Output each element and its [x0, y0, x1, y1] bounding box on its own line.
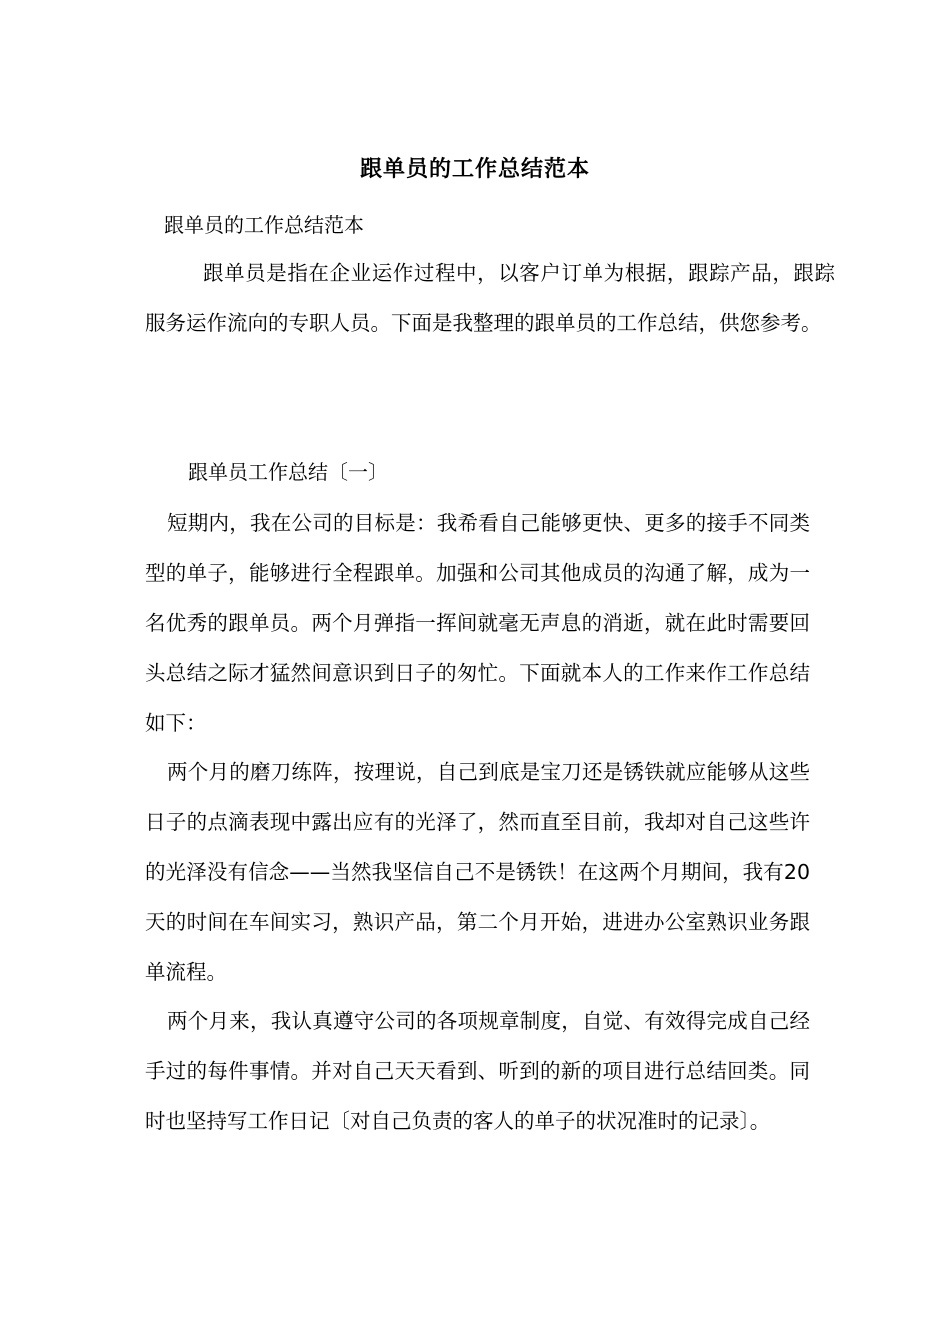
document-title: 跟单员的工作总结范本	[359, 157, 590, 182]
intro-paragraph: 跟单员是指在企业运作过程中，以客户订单为根据，跟踪产品，跟踪服务运作流向的专职人员。下面是我整理的跟单员的工作总结，供您参考。	[145, 261, 835, 335]
body-paragraph-1: 短期内，我在公司的目标是：我希看自己能够更快、更多的接手不同类型的单子，能够进行全程跟单。加强和公司其他成员的沟通了解，成为一名优秀的跟单员。两个月弹指一挥间就毫无声息的消逝，就在此时需要回头总结之际才猛然间意识到日子的匆忙。下面就本人的工作来作工作总结如下：	[145, 511, 810, 735]
section-heading: 跟单员工作总结〔一〕	[188, 460, 388, 484]
document-subtitle: 跟单员的工作总结范本	[164, 213, 364, 237]
body-paragraph-3: 两个月来，我认真遵守公司的各项规章制度，自觉、有效得完成自己经手过的每件事情。并对自己天天看到、听到的新的项目进行总结回类。同时也坚持写工作日记〔对自己负责的客人的单子的状况准时的记录〕。	[145, 1009, 810, 1133]
body-paragraph-2: 两个月的磨刀练阵，按理说，自己到底是宝刀还是锈铁就应能够从这些日子的点滴表现中露出应有的光泽了，然而直至目前，我却对自己这些许的光泽没有信念——当然我坚信自己不是锈铁！在这两个月期间，我有20天的时间在车间实习，熟识产品，第二个月开始，进进办公室熟识业务跟单流程。	[145, 760, 810, 984]
